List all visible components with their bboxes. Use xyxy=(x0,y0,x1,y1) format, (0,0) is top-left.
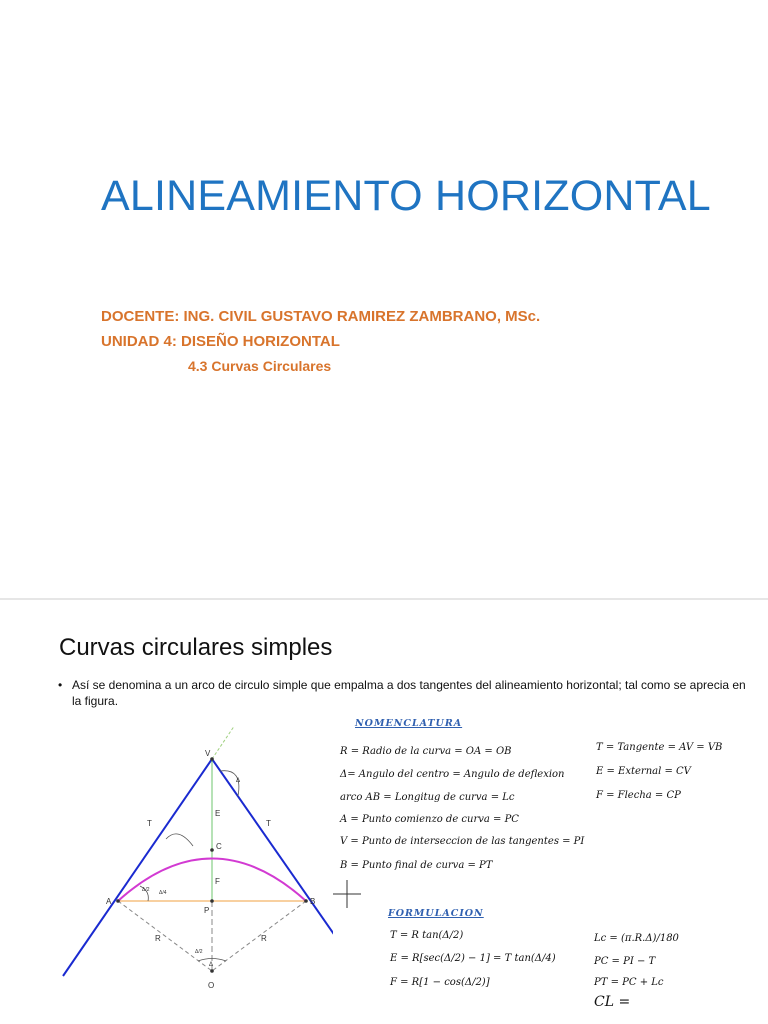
nomenclatura-item: E = External = CV xyxy=(596,766,691,777)
nomenclatura-item: R = Radio de la curva = OA = OB xyxy=(340,746,512,757)
tangent-left xyxy=(63,759,212,976)
formula: E = R[sec(Δ/2) − 1] = T tan(Δ/4) xyxy=(390,953,556,964)
tema-line: 4.3 Curvas Circulares xyxy=(188,358,332,374)
crosshair-mark xyxy=(333,880,361,908)
nomenclatura-item: A = Punto comienzo de curva = PC xyxy=(340,814,519,825)
formula: PT = PC + Lc xyxy=(594,977,664,988)
label-r-left: R xyxy=(155,934,161,943)
label-o: O xyxy=(208,981,215,990)
point-c xyxy=(210,848,214,852)
nomenclatura-item: arco AB = Longitug de curva = Lc xyxy=(340,792,515,803)
slide-heading: Curvas circulares simples xyxy=(59,634,333,661)
nomenclatura-item: B = Punto final de curva = PT xyxy=(340,860,493,871)
nomenclatura-item: Δ= Angulo del centro = Angulo de deflexion xyxy=(340,769,565,780)
formula: CL = xyxy=(594,994,631,1010)
label-angle-a: Δ/2 xyxy=(142,887,150,893)
angle-arc-t xyxy=(166,834,193,846)
label-t-left: T xyxy=(147,819,152,828)
label-delta-top: Δ xyxy=(236,778,241,784)
label-e: E xyxy=(215,809,221,818)
label-f: F xyxy=(215,877,220,886)
unidad-line: UNIDAD 4: DISEÑO HORIZONTAL xyxy=(101,333,340,350)
point-a xyxy=(116,899,120,903)
point-p xyxy=(210,899,214,903)
point-b xyxy=(304,899,308,903)
slide-divider xyxy=(0,598,768,600)
label-a: A xyxy=(106,897,112,906)
bullet-marker: • xyxy=(58,678,63,692)
nomenclatura-item: V = Punto de interseccion de las tangentes = PI xyxy=(340,836,585,847)
nomenclatura-item: F = Flecha = CP xyxy=(596,790,681,801)
slide-title: ALINEAMIENTO HORIZONTAL xyxy=(101,172,711,220)
label-c: C xyxy=(216,842,222,851)
formula: T = R tan(Δ/2) xyxy=(390,930,464,941)
label-r-right: R xyxy=(261,934,267,943)
docente-line: DOCENTE: ING. CIVIL GUSTAVO RAMIREZ ZAMBRANO, MSc. xyxy=(101,308,541,325)
bullet-paragraph xyxy=(58,677,748,709)
formula: F = R[1 − cos(Δ/2)] xyxy=(390,977,490,988)
label-b: B xyxy=(310,897,316,906)
bullet-text: Así se denomina a un arco de circulo simple que empalma a dos tangentes del alineamiento horizontal; tal como se aprecia en la figura. xyxy=(72,678,746,708)
point-v xyxy=(210,757,214,761)
nomenclatura-title: NOMENCLATURA xyxy=(355,718,463,729)
radius-ob xyxy=(212,901,306,971)
tangent-right xyxy=(212,759,333,976)
label-delta-bottom: Δ xyxy=(209,962,214,968)
circular-curve-figure xyxy=(58,726,333,1016)
nomenclatura-item: T = Tangente = AV = VB xyxy=(596,742,723,753)
label-p: P xyxy=(204,906,210,915)
content-slide xyxy=(0,608,768,1024)
radius-oa xyxy=(118,901,212,971)
tangent-extension xyxy=(212,726,241,759)
label-t-right: T xyxy=(266,819,271,828)
point-o xyxy=(210,969,214,973)
label-angle-c: Δ/2 xyxy=(195,949,203,955)
label-angle-b: Δ/4 xyxy=(159,890,167,896)
formula: Lc = (π.R.Δ)/180 xyxy=(594,933,679,944)
formula: PC = PI − T xyxy=(594,956,656,967)
formulacion-title: FORMULACION xyxy=(388,908,484,919)
label-v: V xyxy=(205,749,211,758)
